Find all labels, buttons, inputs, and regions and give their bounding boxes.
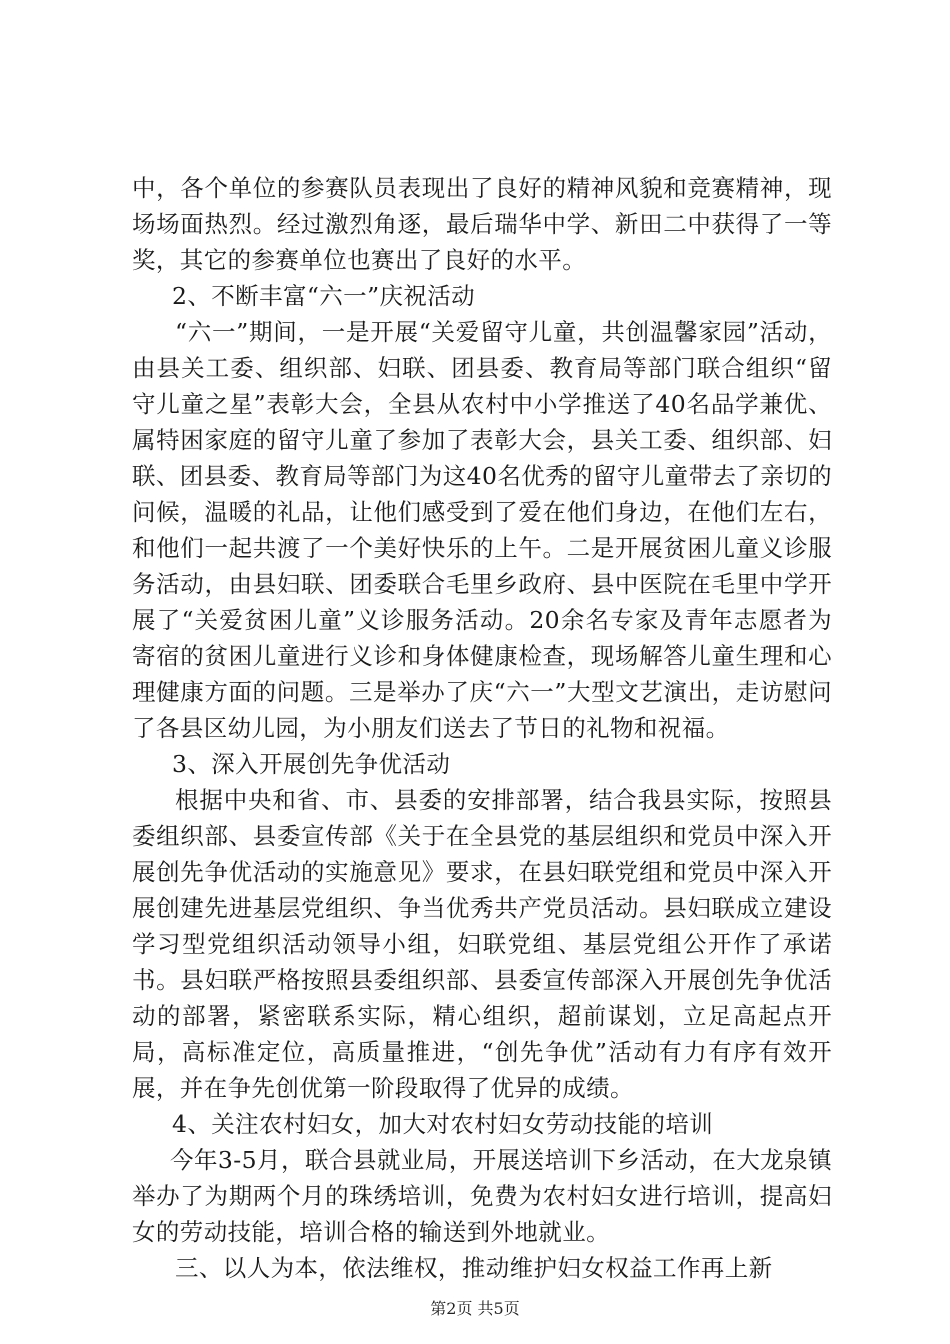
- document-body: [132, 170, 832, 1286]
- section-heading-3: 3、深入开展创先争优活动: [172, 750, 451, 778]
- paragraph-rural-training: 今年3-5月，联合县就业局，开展送培训下乡活动，在大龙泉镇举办了为期两个月的珠绣培训，免费为农村妇女进行培训，提高妇女的劳动技能，培训合格的输送到外地就业。: [132, 1146, 832, 1246]
- section-heading-4: 4、关注农村妇女，加大对农村妇女劳动技能的培训: [172, 1110, 714, 1138]
- paragraph-continuation: 中，各个单位的参赛队员表现出了良好的精神风貌和竞赛精神，现场场面热烈。经过激烈角逐，最后瑞华中学、新田二中获得了一等奖，其它的参赛单位也赛出了良好的水平。: [132, 174, 832, 274]
- paragraph-children-day: “六一”期间，一是开展“关爱留守儿童，共创温馨家园”活动，由县关工委、组织部、妇联、团县委、教育局等部门联合组织“留守儿童之星”表彰大会，全县从农村中小学推送了40名品学兼优、属特困家庭的留守儿童了参加了表彰大会，县关工委、组织部、妇联、团县委、教育局等部门为这40名优秀的留守儿童带去了亲切的问候，温暖的礼品，让他们感受到了爱在他们身边，在他们左右，和他们一起共渡了一个美好快乐的上午。二是开展贫困儿童义诊服务活动，由县妇联、团委联合毛里乡政府、县中医院在毛里中学开展了“关爱贫困儿童”义诊服务活动。20余名专家及青年志愿者为寄宿的贫困儿童进行义诊和身体健康检查，现场解答儿童生理和心理健康方面的问题。三是举办了庆“六一”大型文艺演出，走访慰问了各县区幼儿园，为小朋友们送去了节日的礼物和祝福。: [132, 318, 832, 742]
- paragraph-excellence-campaign: 根据中央和省、市、县委的安排部署，结合我县实际，按照县委组织部、县委宣传部《关于在全县党的基层组织和党员中深入开展创先争优活动的实施意见》要求，在县妇联党组和党员中深入开展创建先进基层党组织、争当优秀共产党员活动。县妇联成立建设学习型党组织活动领导小组，妇联党组、基层党组公开作了承诺书。县妇联严格按照县委组织部、县委宣传部深入开展创先争优活动的部署，紧密联系实际，精心组织，超前谋划，立足高起点开局，高标准定位，高质量推进，“创先争优”活动有力有序有效开展，并在争先创优第一阶段取得了优异的成绩。: [132, 786, 832, 1102]
- paragraph-section-three: 三、以人为本，依法维权，推动维护妇女权益工作再上新: [175, 1254, 773, 1282]
- page-number-footer: 第2页 共5页: [430, 1299, 520, 1318]
- section-heading-2: 2、不断丰富“六一”庆祝活动: [172, 282, 476, 310]
